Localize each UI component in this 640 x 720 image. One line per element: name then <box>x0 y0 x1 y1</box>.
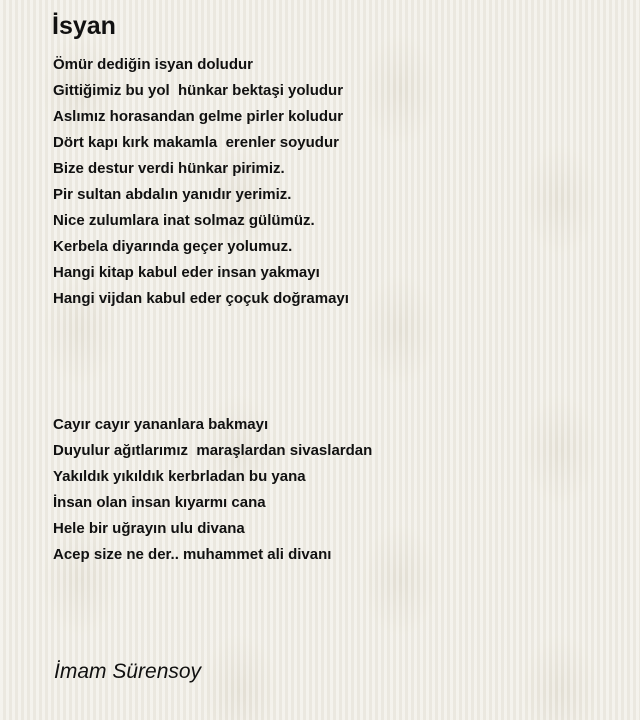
poem-line: İnsan olan insan kıyarmı cana <box>53 494 266 511</box>
poem-line: Nice zulumlara inat solmaz gülümüz. <box>53 212 315 229</box>
poem-line: Dört kapı kırk makamla erenler soyudur <box>53 134 339 151</box>
poem-title: İsyan <box>52 12 116 40</box>
poem-line: Pir sultan abdalın yanıdır yerimiz. <box>53 186 292 203</box>
poem-line: Cayır cayır yananlara bakmayı <box>53 416 269 433</box>
stanza-2 <box>53 412 372 568</box>
poem-line: Duyulur ağıtlarımız maraşlardan sivaslardan <box>53 442 373 459</box>
poem-line: Bize destur verdi hünkar pirimiz. <box>53 160 285 177</box>
poem-line: Acep size ne der.. muhammet ali divanı <box>53 546 332 563</box>
poem-line: Yakıldık yıkıldık kerbrladan bu yana <box>53 468 306 485</box>
poem-author: İmam Sürensoy <box>54 660 202 683</box>
poem-line: Ömür dediğin isyan doludur <box>53 56 254 73</box>
poem-line: Hangi kitap kabul eder insan yakmayı <box>53 264 320 281</box>
poem-line: Hangi vijdan kabul eder çoçuk doğramayı <box>53 290 349 307</box>
poem-line: Aslımız horasandan gelme pirler koludur <box>53 108 344 125</box>
poem-line: Hele bir uğrayın ulu divana <box>53 520 245 537</box>
poem-line: Kerbela diyarında geçer yolumuz. <box>53 238 293 255</box>
stanza-1 <box>53 52 349 312</box>
poem-line: Gittiğimiz bu yol hünkar bektaşi yoludur <box>53 82 344 99</box>
